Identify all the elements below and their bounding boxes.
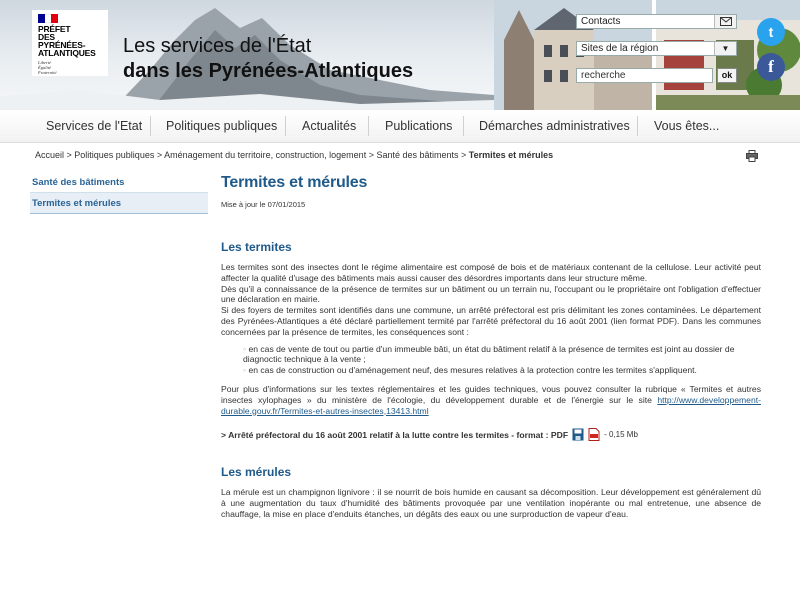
paragraph: Les termites sont des insectes dont le régime alimentaire est composé de bois et de matériaux contenant de la cellulose. Leur activité peut affecter la qualité d'usage des bâtiments mais aussi causer des désordres importants dans leur structure même.: [221, 262, 761, 283]
sidebar-item-sante-batiments[interactable]: Santé des bâtiments: [30, 172, 208, 193]
envelope-icon[interactable]: [714, 15, 736, 28]
prefet-title-line: DES PYRÉNÉES-: [38, 32, 86, 50]
nav-item-politiques-publiques[interactable]: Politiques publiques: [166, 119, 278, 133]
facebook-icon[interactable]: f: [757, 53, 785, 81]
french-flag-icon: [38, 14, 58, 23]
chevron-down-icon[interactable]: ▼: [714, 42, 736, 55]
nav-divider: [150, 116, 151, 136]
paragraph: Si des foyers de termites sont identifiés dans une commune, un arrêté préfectoral est pris délimitant les zones contaminées. Le département des Pyrénées-Atlantiques a été déclaré partiellement termité par l'arrêté préfectoral du 16 août 2001 (lien format PDF). Dans les communes concernées par la présence de termites, les conséquences sont :: [221, 305, 761, 337]
main-nav: [0, 110, 800, 143]
nav-item-vous-etes[interactable]: Vous êtes...: [654, 119, 720, 133]
pdf-download-link[interactable]: > Arrêté préfectoral du 16 août 2001 relatif à la lutte contre les termites - format : PDF: [221, 429, 569, 440]
nav-item-services-etat[interactable]: Services de l'Etat: [46, 119, 143, 133]
flag-blue: [38, 14, 45, 23]
print-icon[interactable]: [746, 150, 758, 162]
prefecture-logo[interactable]: [32, 10, 108, 76]
header-mountain-photo: [0, 0, 494, 112]
prefet-title: [38, 25, 102, 57]
paragraph: La mérule est un champignon lignivore : il se nourrit de bois humide en causant sa décomposition. Leur développement est généralement dû à une augmentation du taux d'humidité des bâtiments provoquée par une ventilation inopérante ou mal entretenue, une absence de chauffage, la mise en place d'enduits étanches, un dégâts des eaux ou une surproduction de vapeur d'eau.: [221, 487, 761, 519]
nav-divider: [368, 116, 369, 136]
paragraph: [221, 384, 761, 416]
file-size: - 0,15 Mb: [604, 430, 638, 440]
section-heading-merules: Les mérules: [221, 465, 292, 480]
nav-item-actualites[interactable]: Actualités: [302, 119, 357, 133]
section-heading-termites: Les termites: [221, 240, 292, 254]
prefet-title-line: PRÉFET: [38, 24, 71, 34]
sidebar: [30, 172, 208, 214]
paragraph: Dès qu'il a connaissance de la présence de termites sur un bâtiment ou un terrain nu, l'occupant ou le propriétaire ont l'obligation d'effectuer une déclaration en mairie.: [221, 283, 761, 305]
motto-line: Liberté: [38, 60, 51, 65]
site-title: [123, 34, 413, 84]
header-banner: [0, 0, 800, 112]
region-sites-label: Sites de la région: [581, 43, 659, 54]
main-content: [221, 174, 761, 520]
page-title: Termites et mérules: [221, 174, 368, 191]
consequences-list: [243, 344, 761, 376]
paragraph-text: Pour plus d'informations sur les textes réglementaires et les guides techniques, vous pouvez consulter la rubrique « Termites et autres insectes xylophages » du ministère de l'écologie, du développement durable et de l'énergie sur le site: [221, 383, 761, 405]
ministry-link[interactable]: http://www.developpement-durable.gouv.fr/Termites-et-autres-insectes,13413.html: [221, 394, 761, 416]
nav-item-publications[interactable]: Publications: [385, 119, 453, 133]
update-date: Mise à jour le 07/01/2015: [221, 200, 306, 209]
save-disk-icon[interactable]: [572, 428, 584, 441]
region-sites-select[interactable]: [576, 41, 737, 56]
prefet-title-line: ATLANTIQUES: [38, 48, 96, 58]
contacts-link[interactable]: [576, 14, 737, 29]
list-item: ▫ en cas de construction ou d'aménagement neuf, des mesures relatives à la protection contre les termites s'appliquent.: [243, 365, 761, 376]
list-item: ▫ en cas de vente de tout ou partie d'un immeuble bâti, un état du bâtiment relatif à la présence de termites est joint au dossier de diagnoctic technique à la vente ;: [243, 344, 761, 366]
flag-red: [51, 14, 58, 23]
nav-divider: [285, 116, 286, 136]
search-input[interactable]: [576, 68, 713, 83]
breadcrumb: [35, 150, 553, 160]
breadcrumb-trail[interactable]: Accueil > Politiques publiques > Aménagement du territoire, construction, logement > Santé des bâtiments >: [35, 150, 469, 160]
nav-item-demarches[interactable]: Démarches administratives: [479, 119, 630, 133]
flag-white: [45, 14, 52, 23]
twitter-icon[interactable]: t: [757, 18, 785, 46]
pdf-icon[interactable]: [588, 428, 600, 441]
search-placeholder: recherche: [581, 70, 626, 81]
search-ok-button[interactable]: ok: [717, 68, 737, 83]
motto-line: Égalité: [38, 65, 51, 70]
nav-divider: [463, 116, 464, 136]
site-title-line1: Les services de l'État: [123, 35, 312, 57]
nav-divider: [637, 116, 638, 136]
breadcrumb-current: Termites et mérules: [468, 150, 554, 160]
sidebar-item-termites-merules[interactable]: Termites et mérules: [30, 193, 208, 214]
contacts-label: Contacts: [581, 16, 621, 27]
motto-line: Fraternité: [38, 70, 57, 75]
pdf-download-row: [221, 428, 761, 441]
republic-motto: [38, 60, 102, 75]
site-title-line2: dans les Pyrénées-Atlantiques: [123, 60, 414, 82]
